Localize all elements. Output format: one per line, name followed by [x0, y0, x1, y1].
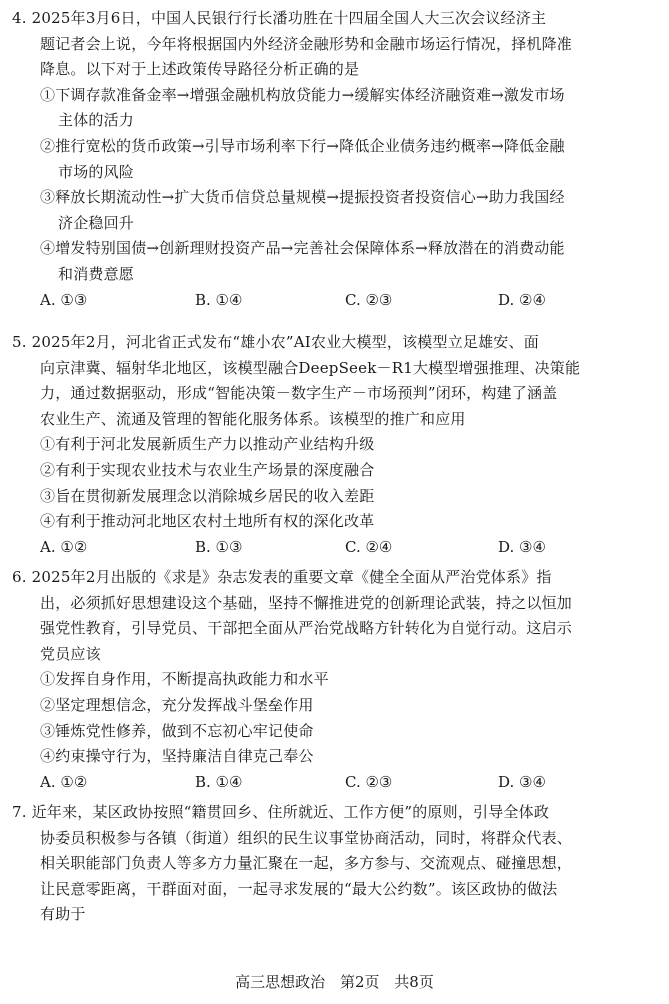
question-line: 和消费意愿 — [58, 265, 135, 283]
answer-option[interactable]: D. ③④ — [498, 772, 546, 791]
question-line: ①下调存款准备金率→增强金融机构放贷能力→缓解实体经济融资难→激发市场 — [40, 85, 565, 104]
question-line: ③旨在贯彻新发展理念以消除城乡居民的收入差距 — [40, 486, 375, 505]
answer-option[interactable]: C. ②④ — [345, 537, 393, 556]
question-line: ④约束操守行为，坚持廉洁自律克己奉公 — [40, 747, 314, 766]
question-line: ②有利于实现农业技术与农业生产场景的深度融合 — [40, 461, 375, 479]
page-footer — [0, 972, 669, 992]
footer-total-pages: 共8页 — [394, 973, 434, 991]
question-line: 相关职能部门负责人等多方力量汇聚在一起，多方参与、交流观点、碰撞思想， — [40, 854, 573, 873]
question-line: 济企稳回升 — [58, 213, 135, 232]
question-line: 6. 2025年2月出版的《求是》杂志发表的重要文章《健全全面从严治党体系》指 — [12, 568, 552, 586]
footer-subject: 高三思想政治 — [235, 973, 326, 991]
question-line: ④有利于推动河北地区农村土地所有权的深化改革 — [40, 512, 375, 531]
question-line: ④增发特别国债→创新理财投资产品→完善社会保障体系→释放潜在的消费动能 — [40, 239, 565, 258]
question-line: 降息。以下对于上述政策传导路径分析正确的是 — [40, 60, 360, 79]
answer-option[interactable]: A. ①② — [40, 772, 88, 791]
question-line: ②推行宽松的货币政策→引导市场利率下行→降低企业债务违约概率→降低金融 — [40, 137, 565, 155]
question-line: ③锤炼党性修养，做到不忘初心牢记使命 — [40, 721, 314, 740]
question-line: 党员应该 — [40, 644, 101, 663]
answer-options — [40, 772, 660, 792]
question-line: 5. 2025年2月，河北省正式发布“雄小农”AI农业大模型，该模型立足雄安、面 — [12, 333, 539, 351]
question-line: 题记者会上说，今年将根据国内外经济金融形势和金融市场运行情况，择机降准 — [40, 34, 573, 53]
question-line: 有助于 — [40, 905, 86, 924]
question-line: 让民意零距离，干群面对面，一起寻求发展的“最大公约数”。该区政协的做法 — [40, 879, 558, 898]
question-line: 向京津冀、辐射华北地区，该模型融合DeepSeek－R1大模型增强推理、决策能 — [40, 358, 581, 377]
answer-option[interactable]: C. ②③ — [345, 772, 393, 791]
question-line: ①有利于河北发展新质生产力以推动产业结构升级 — [40, 435, 375, 454]
answer-option[interactable]: A. ①③ — [40, 290, 88, 309]
question-line: 强党性教育，引导党员、干部把全面从严治党战略方针转化为自觉行动。这启示 — [40, 619, 573, 638]
question-line: 出，必须抓好思想建设这个基础，坚持不懈推进党的创新理论武装，持之以恒加 — [40, 593, 573, 612]
answer-option[interactable]: B. ①④ — [195, 290, 243, 309]
question-line: 协委员积极参与各镇（街道）组织的民生议事堂协商活动，同时，将群众代表、 — [40, 828, 573, 847]
answer-options — [40, 537, 660, 557]
question-line: ②坚定理想信念，充分发挥战斗堡垒作用 — [40, 696, 314, 714]
question-line: 主体的活力 — [58, 111, 135, 130]
question-line: ①发挥自身作用，不断提高执政能力和水平 — [40, 670, 329, 689]
answer-option[interactable]: A. ①② — [40, 537, 88, 556]
answer-option[interactable]: D. ③④ — [498, 537, 546, 556]
answer-option[interactable]: B. ①④ — [195, 772, 243, 791]
question-line: 4. 2025年3月6日，中国人民银行行长潘功胜在十四届全国人大三次会议经济主 — [12, 9, 547, 27]
question-line: 力，通过数据驱动，形成“智能决策－数字生产－市场预判”闭环，构建了涵盖 — [40, 384, 558, 403]
footer-page-number: 第2页 — [339, 973, 380, 991]
question-line: 7. 近年来，某区政协按照“籍贯回乡、住所就近、工作方便”的原则，引导全体政 — [12, 803, 550, 821]
question-line: 农业生产、流通及管理的智能化服务体系。该模型的推广和应用 — [40, 409, 466, 428]
question-line: ③释放长期流动性→扩大货币信贷总量规模→提振投资者投资信心→助力我国经 — [40, 188, 565, 207]
answer-options — [40, 290, 660, 310]
question-line: 市场的风险 — [58, 162, 135, 181]
answer-option[interactable]: B. ①③ — [195, 537, 243, 556]
answer-option[interactable]: C. ②③ — [345, 290, 393, 309]
answer-option[interactable]: D. ②④ — [498, 290, 546, 309]
